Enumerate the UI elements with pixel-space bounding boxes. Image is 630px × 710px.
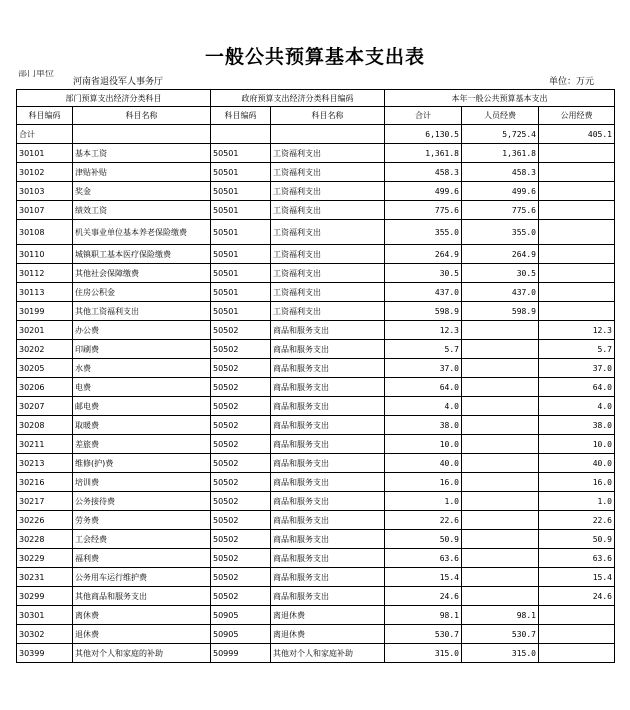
row-total: 315.0 (385, 644, 462, 663)
row-public: 5.7 (539, 340, 615, 359)
row-code: 30199 (17, 302, 73, 321)
table-row (17, 182, 615, 201)
row-gov-code: 50501 (211, 220, 271, 245)
table-row (17, 321, 615, 340)
row-personnel: 775.6 (462, 201, 539, 220)
row-name: 维修(护)费 (73, 454, 211, 473)
header-budget-group: 本年一般公共预算基本支出 (385, 90, 615, 107)
table-row (17, 587, 615, 606)
row-gov-code: 50502 (211, 340, 271, 359)
row-code: 30299 (17, 587, 73, 606)
row-gov-code: 50501 (211, 264, 271, 283)
row-gov-name: 工资福利支出 (271, 163, 385, 182)
row-public: 10.0 (539, 435, 615, 454)
row-public (539, 245, 615, 264)
row-code: 30213 (17, 454, 73, 473)
row-public (539, 264, 615, 283)
row-gov-code: 50502 (211, 435, 271, 454)
row-total: 98.1 (385, 606, 462, 625)
row-gov-name: 工资福利支出 (271, 220, 385, 245)
row-gov-name: 工资福利支出 (271, 201, 385, 220)
row-code: 30206 (17, 378, 73, 397)
row-total: 1,361.8 (385, 144, 462, 163)
row-public (539, 163, 615, 182)
row-gov-name: 商品和服务支出 (271, 359, 385, 378)
row-personnel (462, 378, 539, 397)
row-total: 64.0 (385, 378, 462, 397)
table-row (17, 144, 615, 163)
row-code: 30226 (17, 511, 73, 530)
row-gov-code: 50502 (211, 454, 271, 473)
row-code: 30211 (17, 435, 73, 454)
row-total: 499.6 (385, 182, 462, 201)
table-row (17, 606, 615, 625)
row-gov-code: 50502 (211, 321, 271, 340)
row-total: 37.0 (385, 359, 462, 378)
row-personnel (462, 549, 539, 568)
row-code: 30202 (17, 340, 73, 359)
row-gov-name: 商品和服务支出 (271, 416, 385, 435)
header-econ-group: 部门预算支出经济分类科目 (17, 90, 211, 107)
page-title: 一般公共预算基本支出表 (204, 46, 425, 68)
table-row (17, 416, 615, 435)
table-row (17, 454, 615, 473)
total-label: 合计 (17, 125, 73, 144)
dept-label: 部门单位 (18, 70, 55, 79)
row-code: 30399 (17, 644, 73, 663)
table-row (17, 264, 615, 283)
row-name: 邮电费 (73, 397, 211, 416)
table-row (17, 625, 615, 644)
table-row (17, 283, 615, 302)
table-row (17, 201, 615, 220)
row-public: 12.3 (539, 321, 615, 340)
row-gov-name: 商品和服务支出 (271, 568, 385, 587)
total-total: 6,130.5 (385, 125, 462, 144)
row-public (539, 606, 615, 625)
row-public: 64.0 (539, 378, 615, 397)
header-gov-name: 科目名称 (271, 107, 385, 125)
row-gov-code: 50502 (211, 473, 271, 492)
row-gov-code: 50502 (211, 587, 271, 606)
row-total: 40.0 (385, 454, 462, 473)
row-public: 22.6 (539, 511, 615, 530)
row-personnel (462, 435, 539, 454)
row-personnel (462, 397, 539, 416)
row-personnel (462, 530, 539, 549)
row-gov-code: 50501 (211, 182, 271, 201)
row-code: 30216 (17, 473, 73, 492)
table-row (17, 397, 615, 416)
row-name: 培训费 (73, 473, 211, 492)
row-gov-name: 其他对个人和家庭补助 (271, 644, 385, 663)
row-total: 4.0 (385, 397, 462, 416)
table-row (17, 435, 615, 454)
table-row (17, 245, 615, 264)
row-name: 津贴补贴 (73, 163, 211, 182)
row-public (539, 182, 615, 201)
row-gov-name: 离退休费 (271, 625, 385, 644)
row-code: 30228 (17, 530, 73, 549)
row-personnel (462, 587, 539, 606)
row-gov-name: 工资福利支出 (271, 144, 385, 163)
row-gov-code: 50999 (211, 644, 271, 663)
table-row (17, 568, 615, 587)
row-name: 机关事业单位基本养老保险缴费 (73, 220, 211, 245)
row-gov-code: 50501 (211, 302, 271, 321)
row-public: 40.0 (539, 454, 615, 473)
row-code: 30101 (17, 144, 73, 163)
row-gov-name: 工资福利支出 (271, 302, 385, 321)
row-code: 30107 (17, 201, 73, 220)
row-name: 绩效工资 (73, 201, 211, 220)
row-gov-code: 50501 (211, 245, 271, 264)
row-personnel (462, 340, 539, 359)
row-public: 63.6 (539, 549, 615, 568)
row-public: 4.0 (539, 397, 615, 416)
row-public (539, 220, 615, 245)
row-name: 取暖费 (73, 416, 211, 435)
row-gov-name: 商品和服务支出 (271, 511, 385, 530)
row-personnel: 30.5 (462, 264, 539, 283)
header-personnel: 人员经费 (462, 107, 539, 125)
row-public: 15.4 (539, 568, 615, 587)
row-name: 奖金 (73, 182, 211, 201)
row-total: 15.4 (385, 568, 462, 587)
row-name: 其他工资福利支出 (73, 302, 211, 321)
row-name: 水费 (73, 359, 211, 378)
row-total: 10.0 (385, 435, 462, 454)
table-row (17, 473, 615, 492)
dept-name: 河南省退役军人事务厅 (73, 77, 164, 87)
row-total: 50.9 (385, 530, 462, 549)
row-public (539, 144, 615, 163)
total-row (17, 125, 615, 144)
row-gov-code: 50502 (211, 397, 271, 416)
row-total: 598.9 (385, 302, 462, 321)
row-name: 电费 (73, 378, 211, 397)
row-name: 其他对个人和家庭的补助 (73, 644, 211, 663)
row-name: 城镇职工基本医疗保险缴费 (73, 245, 211, 264)
row-personnel: 355.0 (462, 220, 539, 245)
row-personnel (462, 416, 539, 435)
row-code: 30103 (17, 182, 73, 201)
row-public: 38.0 (539, 416, 615, 435)
row-gov-name: 商品和服务支出 (271, 340, 385, 359)
row-personnel: 530.7 (462, 625, 539, 644)
row-name: 基本工资 (73, 144, 211, 163)
row-gov-code: 50905 (211, 625, 271, 644)
row-code: 30102 (17, 163, 73, 182)
row-public (539, 283, 615, 302)
row-personnel: 264.9 (462, 245, 539, 264)
row-personnel (462, 454, 539, 473)
row-name: 劳务费 (73, 511, 211, 530)
row-gov-name: 商品和服务支出 (271, 435, 385, 454)
row-name: 住房公积金 (73, 283, 211, 302)
row-public: 16.0 (539, 473, 615, 492)
row-name: 工会经费 (73, 530, 211, 549)
row-name: 公务用车运行维护费 (73, 568, 211, 587)
row-total: 22.6 (385, 511, 462, 530)
header-gov-code: 科目编码 (211, 107, 271, 125)
row-personnel (462, 511, 539, 530)
table-row (17, 340, 615, 359)
row-gov-name: 商品和服务支出 (271, 397, 385, 416)
row-public: 1.0 (539, 492, 615, 511)
row-public (539, 302, 615, 321)
row-gov-code: 50501 (211, 201, 271, 220)
row-personnel: 499.6 (462, 182, 539, 201)
row-code: 30113 (17, 283, 73, 302)
row-total: 458.3 (385, 163, 462, 182)
row-public (539, 625, 615, 644)
row-name: 离休费 (73, 606, 211, 625)
row-total: 16.0 (385, 473, 462, 492)
row-personnel: 437.0 (462, 283, 539, 302)
table-row (17, 359, 615, 378)
row-personnel: 98.1 (462, 606, 539, 625)
row-gov-code: 50501 (211, 144, 271, 163)
row-code: 30302 (17, 625, 73, 644)
row-name: 福利费 (73, 549, 211, 568)
header-public: 公用经费 (539, 107, 615, 125)
row-code: 30217 (17, 492, 73, 511)
row-personnel (462, 473, 539, 492)
row-total: 264.9 (385, 245, 462, 264)
row-gov-code: 50502 (211, 359, 271, 378)
row-code: 30112 (17, 264, 73, 283)
table-row (17, 378, 615, 397)
row-name: 办公费 (73, 321, 211, 340)
row-personnel (462, 321, 539, 340)
row-gov-code: 50502 (211, 549, 271, 568)
row-public: 24.6 (539, 587, 615, 606)
row-name: 其他社会保障缴费 (73, 264, 211, 283)
row-code: 30110 (17, 245, 73, 264)
row-personnel: 458.3 (462, 163, 539, 182)
row-gov-name: 商品和服务支出 (271, 321, 385, 340)
row-gov-code: 50905 (211, 606, 271, 625)
row-code: 30231 (17, 568, 73, 587)
row-gov-name: 离退休费 (271, 606, 385, 625)
budget-table (16, 89, 615, 663)
table-row (17, 163, 615, 182)
row-code: 30207 (17, 397, 73, 416)
row-gov-name: 商品和服务支出 (271, 454, 385, 473)
row-total: 63.6 (385, 549, 462, 568)
table-row (17, 492, 615, 511)
table-row (17, 644, 615, 663)
row-public: 37.0 (539, 359, 615, 378)
row-name: 差旅费 (73, 435, 211, 454)
total-public: 405.1 (539, 125, 615, 144)
row-code: 30208 (17, 416, 73, 435)
row-total: 30.5 (385, 264, 462, 283)
row-gov-name: 商品和服务支出 (271, 473, 385, 492)
row-code: 30108 (17, 220, 73, 245)
row-total: 5.7 (385, 340, 462, 359)
row-personnel: 315.0 (462, 644, 539, 663)
row-gov-code: 50502 (211, 416, 271, 435)
total-personnel: 5,725.4 (462, 125, 539, 144)
row-gov-code: 50501 (211, 283, 271, 302)
header-code: 科目编码 (17, 107, 73, 125)
row-personnel: 598.9 (462, 302, 539, 321)
row-gov-name: 商品和服务支出 (271, 378, 385, 397)
row-gov-code: 50502 (211, 378, 271, 397)
row-gov-name: 商品和服务支出 (271, 530, 385, 549)
row-gov-code: 50502 (211, 530, 271, 549)
row-gov-name: 工资福利支出 (271, 182, 385, 201)
table-row (17, 530, 615, 549)
row-public: 50.9 (539, 530, 615, 549)
row-gov-name: 工资福利支出 (271, 245, 385, 264)
row-total: 1.0 (385, 492, 462, 511)
unit-label: 单位：万元 (548, 77, 594, 87)
row-gov-name: 商品和服务支出 (271, 587, 385, 606)
table-row (17, 220, 615, 245)
row-gov-code: 50501 (211, 163, 271, 182)
row-personnel: 1,361.8 (462, 144, 539, 163)
row-code: 30229 (17, 549, 73, 568)
row-name: 印刷费 (73, 340, 211, 359)
row-total: 12.3 (385, 321, 462, 340)
row-personnel (462, 359, 539, 378)
row-total: 530.7 (385, 625, 462, 644)
row-total: 355.0 (385, 220, 462, 245)
row-total: 437.0 (385, 283, 462, 302)
table-row (17, 302, 615, 321)
table-row (17, 549, 615, 568)
row-gov-name: 商品和服务支出 (271, 549, 385, 568)
header-gov-group: 政府预算支出经济分类科目编码 (211, 90, 385, 107)
row-code: 30205 (17, 359, 73, 378)
table-row (17, 511, 615, 530)
row-gov-code: 50502 (211, 568, 271, 587)
row-gov-code: 50502 (211, 492, 271, 511)
row-code: 30301 (17, 606, 73, 625)
row-name: 退休费 (73, 625, 211, 644)
row-public (539, 201, 615, 220)
row-total: 38.0 (385, 416, 462, 435)
row-public (539, 644, 615, 663)
row-total: 775.6 (385, 201, 462, 220)
row-gov-name: 工资福利支出 (271, 264, 385, 283)
row-personnel (462, 492, 539, 511)
header-name: 科目名称 (73, 107, 211, 125)
row-name: 其他商品和服务支出 (73, 587, 211, 606)
row-total: 24.6 (385, 587, 462, 606)
row-gov-name: 工资福利支出 (271, 283, 385, 302)
header-total: 合计 (385, 107, 462, 125)
row-gov-code: 50502 (211, 511, 271, 530)
row-name: 公务接待费 (73, 492, 211, 511)
row-code: 30201 (17, 321, 73, 340)
row-gov-name: 商品和服务支出 (271, 492, 385, 511)
row-personnel (462, 568, 539, 587)
